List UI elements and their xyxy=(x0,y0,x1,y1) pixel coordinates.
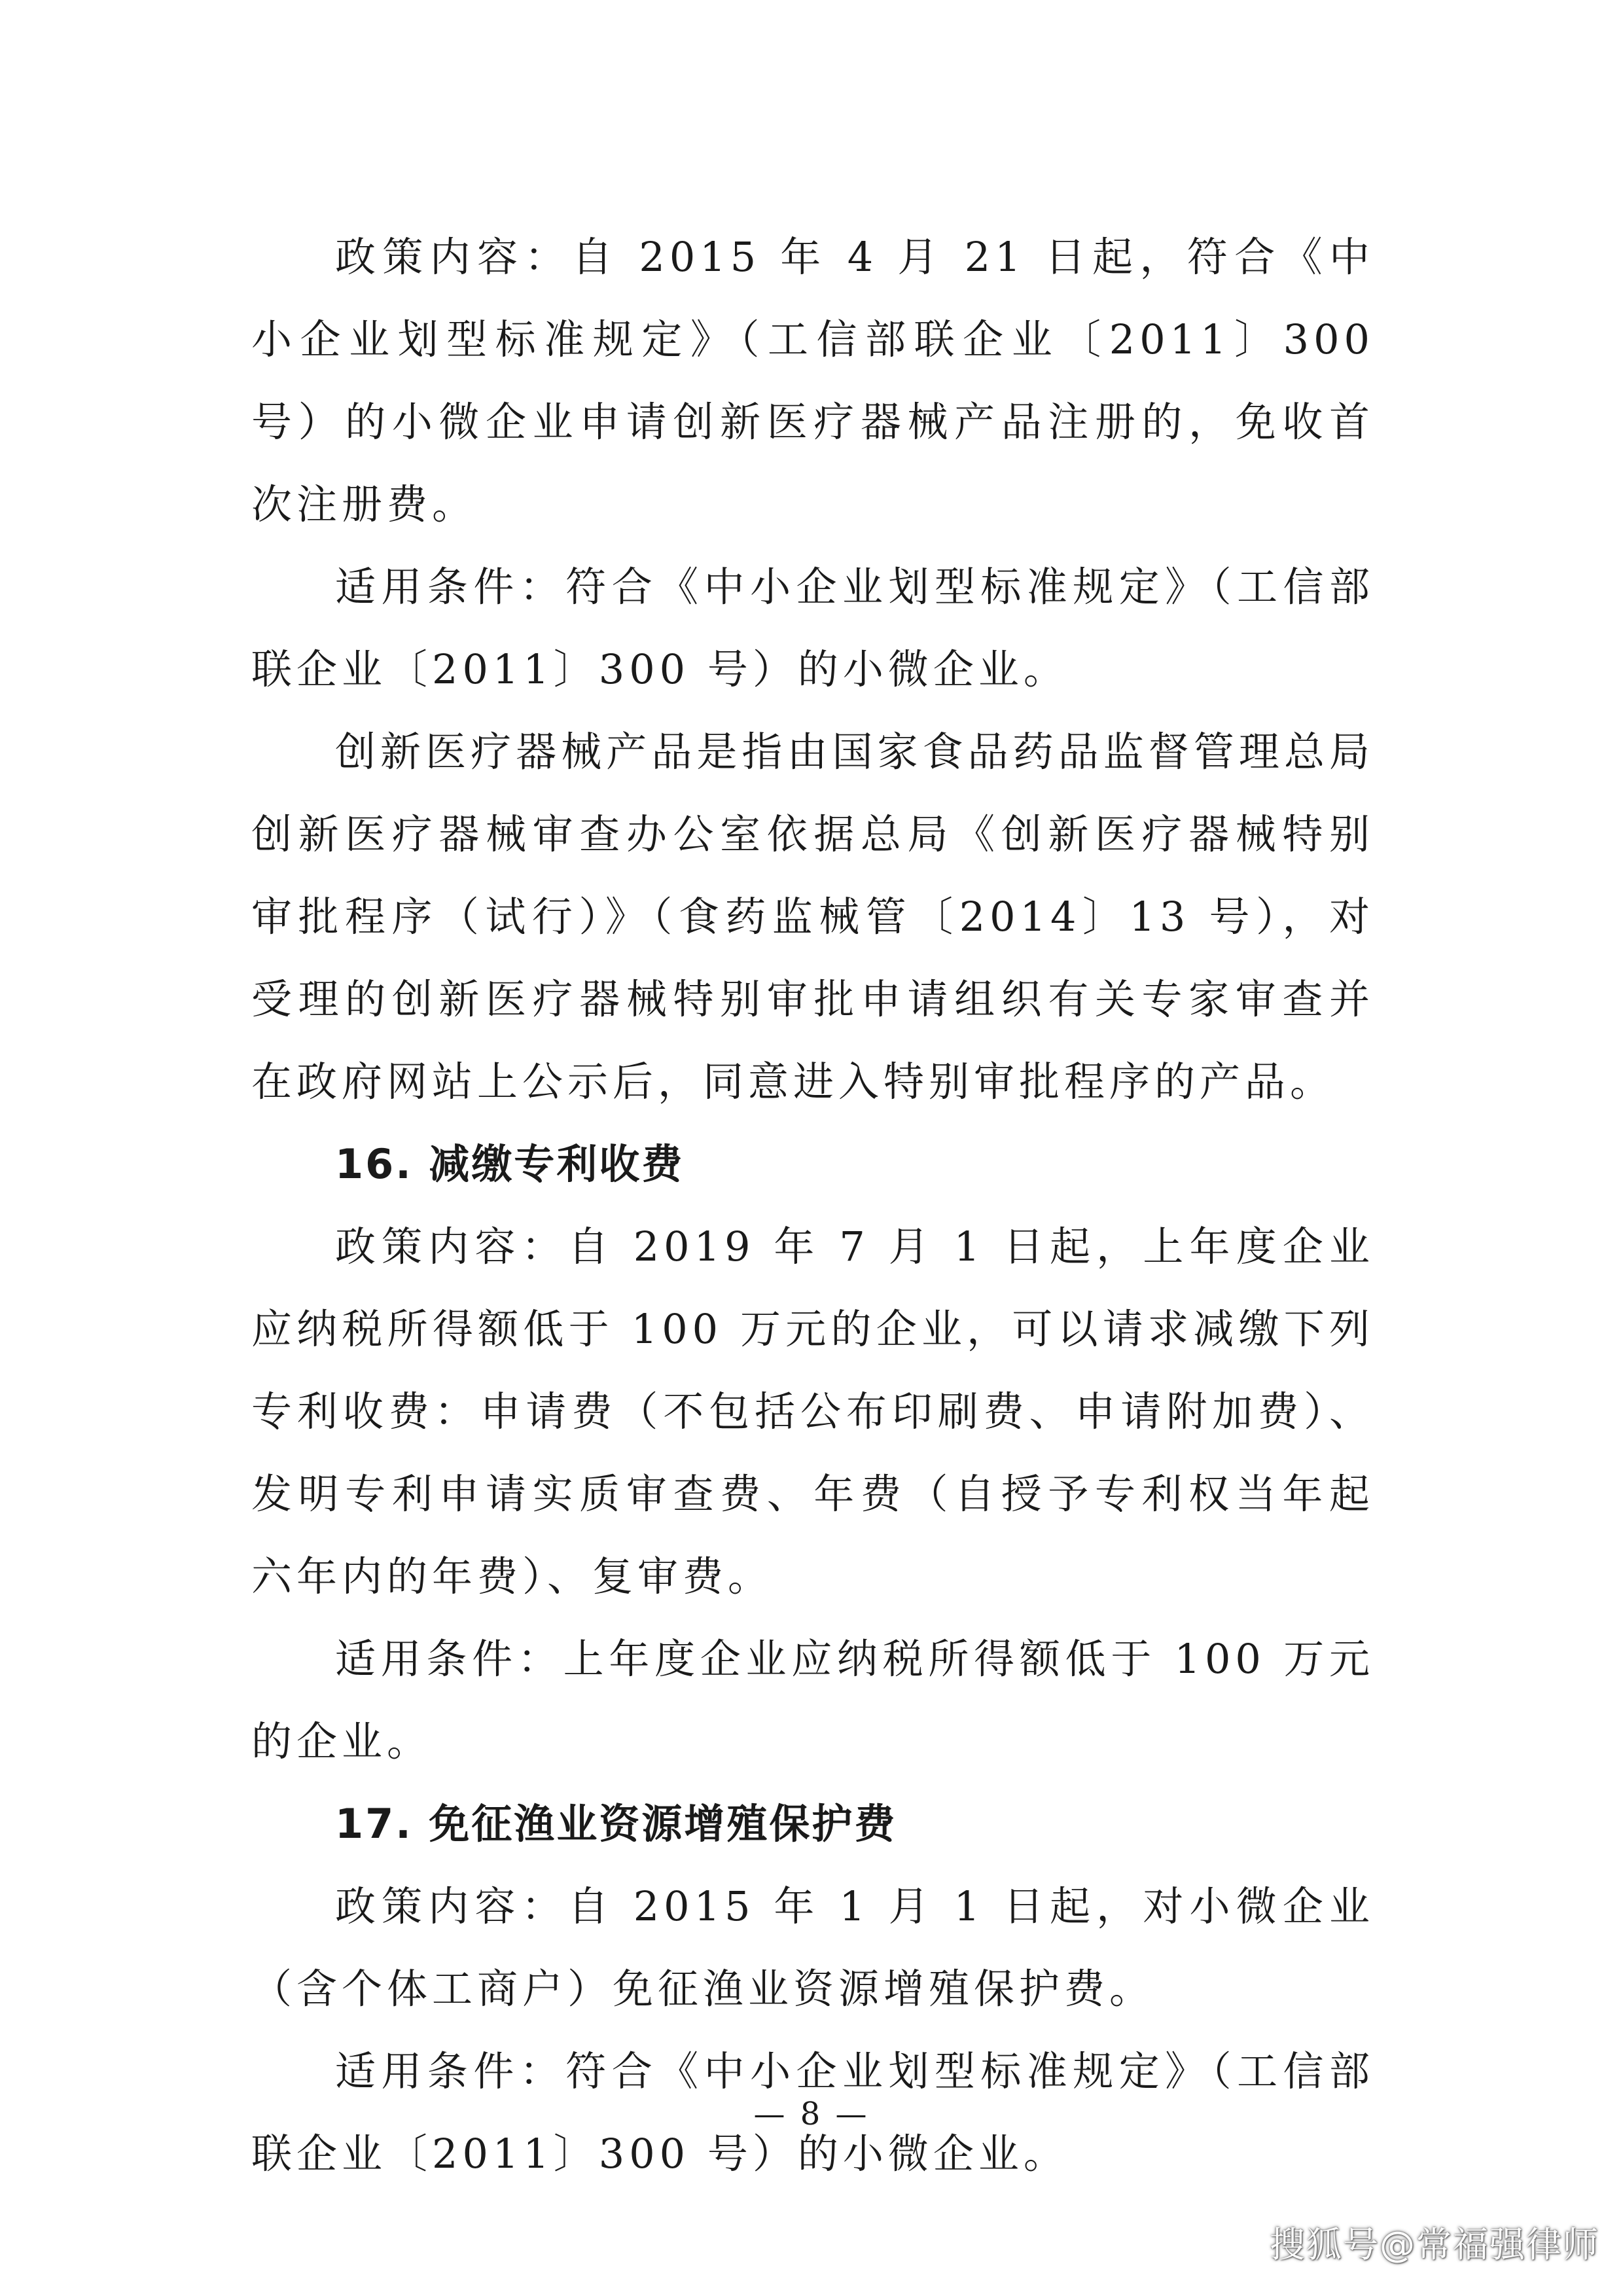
watermark: 搜狐号@常福强律师 xyxy=(1270,2224,1599,2265)
document-page xyxy=(251,216,1374,2195)
paragraph-fishery-fee-conditions: 适用条件：符合《中小企业划型标准规定》（工信部联企业〔2011〕300 号）的小微企业。 xyxy=(251,2047,1374,2178)
page-number: — 8 — xyxy=(753,2096,870,2132)
paragraph-innovative-device-definition: 创新医疗器械产品是指由国家食品药品监督管理总局创新医疗器械审查办公室依据总局《创新医疗器械特别审批程序（试行）》（食药监械管〔2014〕13 号），对受理的创新医疗器械特别审批申请组织有关专家审查并在政府网站上公示后，同意进入特别审批程序的产品。 xyxy=(251,728,1374,1105)
paragraph-patent-fee-conditions: 适用条件：上年度企业应纳税所得额低于 100 万元的企业。 xyxy=(251,1635,1374,1765)
section-heading-17: 17. 免征渔业资源增殖保护费 xyxy=(335,1800,897,1848)
paragraph-fishery-fee-content: 政策内容：自 2015 年 1 月 1 日起，对小微企业（含个体工商户）免征渔业资源增殖保护费。 xyxy=(251,1882,1374,2013)
paragraph-fee-exemption-content: 政策内容：自 2015 年 4 月 21 日起，符合《中小企业划型标准规定》（工信部联企业〔2011〕300 号）的小微企业申请创新医疗器械产品注册的，免收首次注册费。 xyxy=(251,233,1374,528)
paragraph-fee-exemption-conditions: 适用条件：符合《中小企业划型标准规定》（工信部联企业〔2011〕300 号）的小微企业。 xyxy=(251,563,1374,693)
section-heading-16: 16. 减缴专利收费 xyxy=(335,1140,685,1188)
paragraph-patent-fee-content: 政策内容：自 2019 年 7 月 1 日起，上年度企业应纳税所得额低于 100 万元的企业，可以请求减缴下列专利收费：申请费（不包括公布印刷费、申请附加费）、发明专利申请实质审查费、年费（自授予专利权当年起六年内的年费）、复审费。 xyxy=(251,1223,1374,1600)
